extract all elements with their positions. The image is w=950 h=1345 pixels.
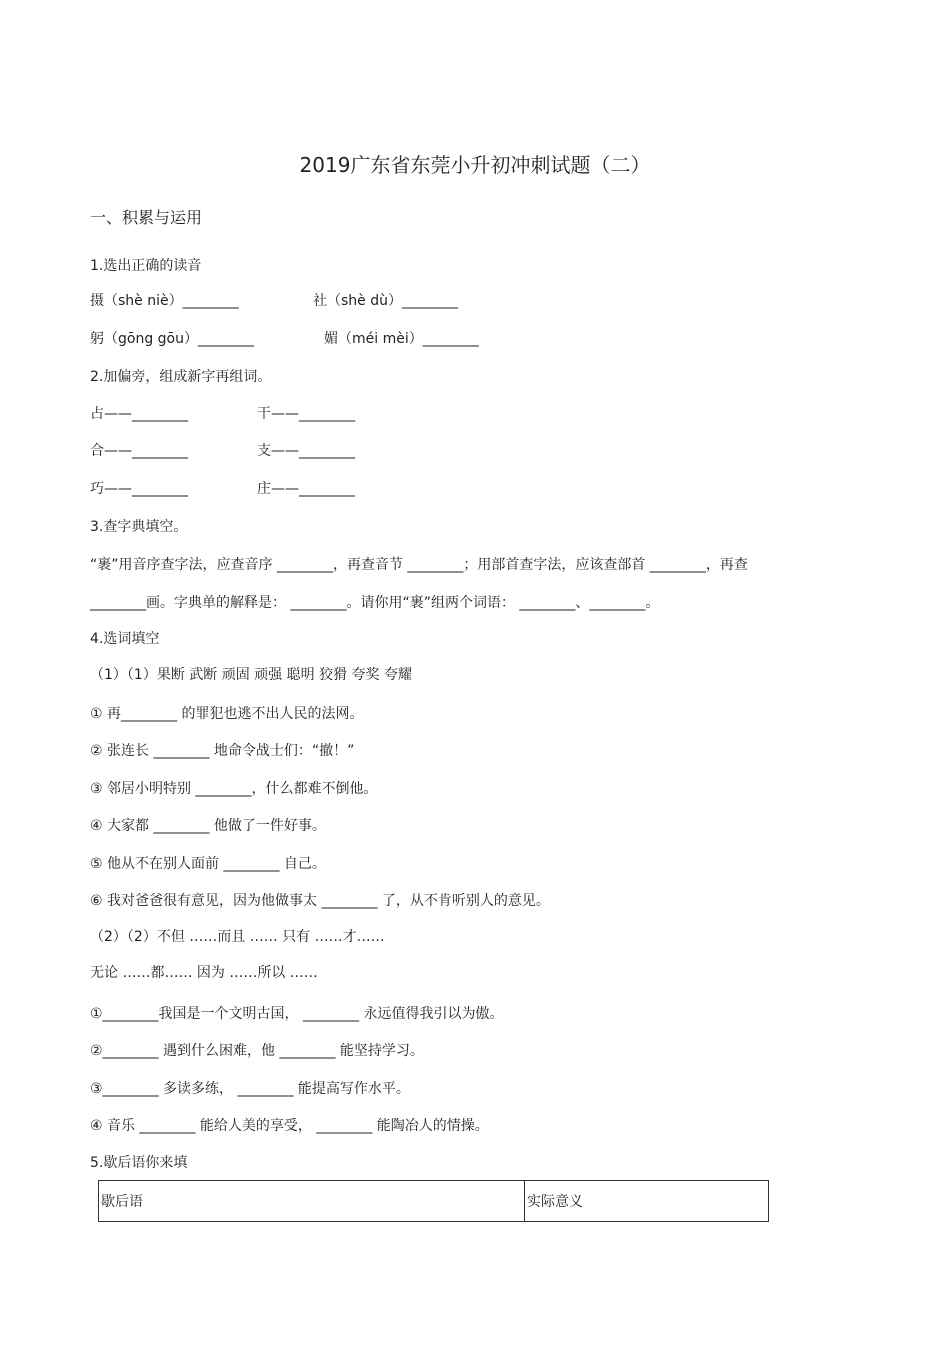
q4-item: ③________ 多读多练， ________ 能提高写作水平。 xyxy=(90,1081,410,1097)
question-2-heading: 2.加偏旁，组成新字再组词。 xyxy=(90,369,272,385)
table-header-cell: 歇后语 xyxy=(99,1181,525,1222)
q2-item: 占——________ xyxy=(90,406,188,422)
q4-item: ③ 邻居小明特别 ________，什么都难不倒他。 xyxy=(90,781,378,797)
q4-word-bank: （2）（2）不但 ……而且 …… 只有 ……才…… xyxy=(90,929,385,945)
q4-word-bank: （1）（1）果断 武断 顽固 顽强 聪明 狡猾 夸奖 夸耀 xyxy=(90,667,412,683)
q2-item: 巧——________ xyxy=(90,481,188,497)
question-5-heading: 5.歇后语你来填 xyxy=(90,1155,188,1171)
page-title: 2019广东省东莞小升初冲刺试题（二） xyxy=(299,153,651,177)
table-header-cell: 实际意义 xyxy=(525,1181,769,1222)
q1-item: 社（shè dù）________ xyxy=(313,293,458,309)
q4-item: ④ 大家都 ________ 他做了一件好事。 xyxy=(90,818,326,834)
section-heading: 一、积累与运用 xyxy=(90,208,203,227)
q4-item: ⑥ 我对爸爸很有意见，因为他做事太 ________ 了，从不肯听别人的意见。 xyxy=(90,893,550,909)
q1-item: 躬（gōng gōu）________ xyxy=(90,331,254,347)
question-1-heading: 1.选出正确的读音 xyxy=(90,258,202,274)
q4-word-bank: 无论 ……都…… 因为 ……所以 …… xyxy=(90,965,318,981)
q4-item: ④ 音乐 ________ 能给人美的享受， ________ 能陶冶人的情操。 xyxy=(90,1118,489,1134)
q1-item: 摄（shè niè）________ xyxy=(90,293,239,309)
q1-item: 媚（méi mèi）________ xyxy=(324,331,479,347)
q4-item: ② 张连长 ________ 地命令战士们：“撤！” xyxy=(90,743,355,759)
q4-item: ①________我国是一个文明古国， ________ 永远值得我引以为傲。 xyxy=(90,1006,504,1022)
q2-item: 干——________ xyxy=(257,406,355,422)
q2-item: 庄——________ xyxy=(257,481,355,497)
q3-line: “裹”用音序查字法，应查音序 ________，再查音节 ________；用部首查字法，应该查部首 ________，再查 xyxy=(90,557,748,573)
q2-item: 合——________ xyxy=(90,443,188,459)
q4-item: ②________ 遇到什么困难，他 ________ 能坚持学习。 xyxy=(90,1043,424,1059)
q3-line: ________画。字典单的解释是： ________。请你用“裹”组两个词语： ________、________。 xyxy=(90,595,660,611)
q4-item: ⑤ 他从不在别人面前 ________ 自己。 xyxy=(90,856,326,872)
question-3-heading: 3.查字典填空。 xyxy=(90,519,188,535)
q4-item: ① 再________ 的罪犯也逃不出人民的法网。 xyxy=(90,706,364,722)
idiom-table xyxy=(98,1180,769,1222)
question-4-heading: 4.选词填空 xyxy=(90,631,160,647)
q2-item: 支——________ xyxy=(257,443,355,459)
